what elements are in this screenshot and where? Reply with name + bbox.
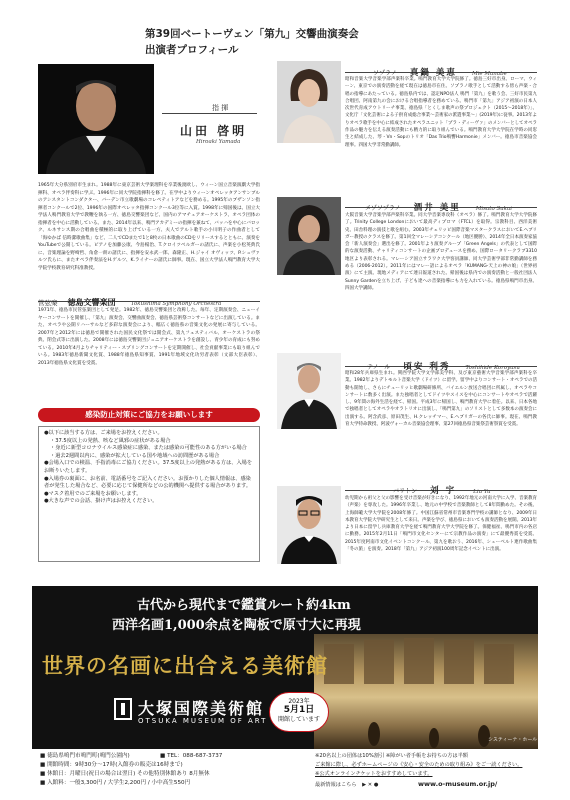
info-ticket: ※公式オンラインチケットをおすすめしています。	[315, 771, 433, 777]
orchestra-name: 徳島交響楽団	[67, 298, 116, 307]
museum-name-en: OTSUKA MUSEUM OF ART	[138, 717, 268, 725]
social-icons[interactable]: ▶ ✕ ●	[362, 782, 379, 788]
mezzo-bio: 大阪音楽大学音楽学部声楽科卒業。同大学音楽専攻科（オペラ）修了。鳴門教育大学大学院修了。Trinity College Londonにおいて最高ディプロマ（FTCL）を取得。宗教科目、西洋美術史、田舎料理の演技と歌を組む。2003年チェリッピ国際音楽マスタークラスにおいてE.ヘブリガー教授のクラスを修了。第1回全マレーシアコンクール（地区優勝）、2014年全日本演奏家協会「新人演奏会」選出を修了。2001年より演奏グループ「Green Angels」の代表として国際的な演奏活動、チャリティコンサートの企画プロデュースを務め、国際ロータリークラブ3310地区より表彰される。マレーシア国立サラワク大学客員講師、同大学芸術学部非常勤講師を務める（2006-2012）。2011年にはマレー語によるオペラ「KUMANG-天上の神の娘」（世界初演）にて主演。現地メディアにて連日報道された。帰国後は県内での演奏活動と一般社団法人Sunny Gardenを立ち上げ、子ども達への音楽指導にも力を入れている。徳島県鳴門市出身。四国大学講師。	[345, 213, 537, 291]
notice-box	[38, 426, 260, 562]
mezzo-name: 酒井 美里	[413, 203, 461, 213]
follow-label: 最新情報はこちら	[315, 782, 357, 788]
museum-logo	[114, 698, 132, 720]
orchestra-role: 管弦楽	[38, 299, 58, 307]
info-block	[40, 752, 310, 788]
header-subtitle: 第39回ベートーヴェン「第九」交響曲演奏会	[145, 28, 359, 40]
notice-item: ●会場入口での検温、手指消毒にご協力ください。37.5度以上の発熱がある方は、入場をお断りいたします。	[44, 460, 253, 474]
notice-item: ●以下に該当する方は、ご来場をお控えください。	[44, 430, 163, 436]
conductor-role: 指 揮	[212, 104, 229, 112]
orchestra-bio: 1971年、徳島市民管弦楽団として発足。1982年、徳島交響楽団と改称した。毎年、定期演奏会、ニューイヤーコンサートを開催し、「第九」演奏会、交響曲演奏会、徳島県芸術祭コンサートなどに出演している。また、オペラや公開リハーサルなど多彩な演奏会により、幅広く徳島県の音楽文化の発展に寄与している。2007年と2012年には徳島で開催された国民文化祭では開会式、第九フェスティバル、オーケストラの祭典、閉会式等に出演した。2008年には徳島交響楽団ジュニアオーケストラを創設し、青少年の育成にも努めている。2010年4月よりチャリティー・スプリングコンサートを定期開催し、社会貢献事業にも取り組んでいる。1983年徳島新聞文化賞、1988年徳島県知事賞、1991年地域文化功労者表彰（文部大臣表彰）、2013年徳島県文化賞を受賞。	[38, 308, 260, 366]
soprano-bio: 昭和音楽大学音楽学部声楽科卒業。鳴門教育大学大学院修了。徳島三好市出身。ローマ、ウィーン、東京での演奏活動を経て現在は徳島市在住。ソプラノ歌手として活動する傍ら声楽・合唱の指導にあたっている。徳島県内では、認定NPO法人 鳴門「第九」を歌う会、三好市民第九合唱団、阿南第九の会における合唱指導者を務めている。鳴門市「第九」アジア初演の日本人次世代育成アウトリーチ事業、徳島県「とくしま歌声の祭プロジェクト（2015～2018年）」、文化庁「文化芸術による子供育成総合事業～芸術家の派遣事業～」(2019年)に従事。2013年よりオペラ歌手を中心に結成されたオペラユニット「プラ・ディーヴァ」のメンバーとしてオペラ作品の魅力を伝える演奏活動にも精力的に取り組んでいる。鳴門教育大学大学院在学時の同窓生と結成した、琴・Vn・Sopのトリオ「Das Trio鳴響Harmonie」メンバー。徳島市音楽協会理事。四国大学非常勤講師。	[345, 77, 537, 148]
info-right	[315, 752, 537, 790]
notice-item: ・身近に新型コロナウイルス感染症に感染、または感染の可能性のある方がいる場合	[50, 445, 247, 452]
notice-item: ・37.5度以上の発熱、咳など風邪の症状がある場合	[50, 437, 171, 444]
open-year: 2023年	[288, 698, 310, 705]
soprano-role: ソプラノ	[373, 70, 397, 77]
info-safety: ご来館に際し、必ずホームページの《安心・安全のための取り組み》をご一読ください。	[315, 762, 523, 768]
mezzo-role: メゾソプラノ	[365, 205, 401, 212]
notice-item: ●マスク着用でのご来場をお願いします。	[44, 490, 142, 497]
info-fee: ■ 入館料：一般3,300円 / 大学生2,200円 / 小中高生550円	[40, 780, 191, 786]
soprano-name: 真鍋 美恵	[409, 68, 457, 78]
tenor-bio: 昭和28年兵庫県生まれ。関西学院大学文学部美学科、及び東京藝術大学音楽学部声楽科を卒業。1982年よりデトモルト音楽大学（ドイツ）に留学。留学中よりコンサート・オペラでの活動も開始し、さらにチューリッヒ歌劇場研修所、バイエルン放送合唱団に所属し、オペラやコンサートに数多く出演。また独唱者としてドイツやスイスを中心にコンサートやオペラで活躍し、9年間の海外生活を経て、帰国。平成3年に帰国し、鳴門教育大学に着任。以来、日本各地で独唱者としてオペラやオラトリオに出演し、「鳴門第九」のソリストとして多数本の演奏会に出演する。阿含武彦、原田茂生、H.クレッチマー、E.ヘブリガーの各氏に師事。現在、鳴門教育大学特命教授、阿波ヴォーカル音楽協会理事、第27回徳島県音楽祭芸術祭賞を受賞。	[345, 371, 537, 428]
baritone-bio: 幼児期から祖父と父の影響を受け音楽が好きになり、1992年地元の河南大学に入学、音楽教育（声楽）を専攻した。1996年卒業し、地元の中学校で音楽教師として8年間勤めた。その後、上海師範大学大学院を2008年修了。中国江蘇省常州市音楽専門学校の講師となり、2009年日本教育大学院大学研究生として来日。声楽を学び、徳島県においても演奏活動を展開。2013年より日本に留学し兵庫教育大学を経て鳴門教育大学大学院を修了。保健福祉、鳴門市内の各店に勤務。2015年2月11日「鳴門市文化センターにて宗教作品の演奏」にて最優秀賞を受賞。2015年度阿南市文化イベントコンクール、第九を歌おう、2016年、シューベルト連作歌曲集「冬の旅」を演奏。2018年「第九」アジア初演100周年記念イベントに出演。	[345, 496, 537, 553]
tenor-name-en: Toshihide Koroyasu	[465, 365, 520, 371]
fresco-caption: システィーナ・ホール	[488, 737, 538, 743]
museum-name-jp: 大塚国際美術館	[138, 699, 265, 718]
conductor-name: 山田 啓明	[180, 124, 248, 138]
baritone-photo	[277, 486, 341, 564]
museum-ad	[32, 586, 538, 749]
notice-banner: 感染防止対策にご協力をお願いします	[38, 408, 260, 422]
mezzo-heading	[345, 195, 537, 213]
tenor-photo	[277, 353, 341, 429]
open-date: 5月1日	[283, 705, 315, 715]
baritone-role: バリトン	[393, 488, 418, 495]
open-note: 開館しています	[277, 716, 320, 723]
ad-line1: 古代から現代まで鑑賞ルート約4km	[137, 598, 351, 613]
orchestra-name-en: Tokushima Symphony Orchestra	[130, 301, 222, 307]
conductor-bio: 1965年大分県別府市生まれ。1988年に東京芸術大学楽理科を卒業後渡欧し、ウィーン国立音楽演劇大学指揮科、オペラ伴奏科に学ぶ。1996年に同大学院指揮科を修了。在学中よりウィーンオペレッタアンサンブルのアシスタントコンダクター、バーデン市立歌劇場のコレペティトアなどを務める。1995年のブザンソン指揮者コンクールで2位、1996年の国際オペレッタ指揮コンクール3位等に入賞。1998年に帰国後は、国立大学法人鳴門教育大学で教鞭を執る一方、徳島交響楽団など、国内のアマチュアオーケストラ、オペラ団体の指揮者を中心に活動している。また、2014年以来、鳴門アカデミーの指揮を兼ねて、バッハを中心にバロック、ルネサンス期の合唱曲を積極的に取り上げている一方、夫人でアルト歌手の小川明子の作曲者として「海ゆかば 信時潔歌曲集」など、二人でCDまたで1と8枚の日本歌曲のCDをリリースするとともに、演奏をYouTubeで公開している。ピアノを加藤公康、今島楊治、T.クロイツベルガーの諸氏に、声楽を小松英典氏に、音楽理論を野崎哲、角倉一朗の諸氏に、指揮を安永武一郎、森隆正、H.ジャイ オヴィッツ、P.シュヴァルツ氏らに、またオペラ伴奏法をH.ゲルツ、K.ライナーの諸氏に師事。現在、国立大学法人鳴門教育大学大学院学校教育研究科准教授。	[38, 183, 260, 272]
soprano-photo	[277, 61, 341, 143]
conductor-name-en: Hiroaki Yamada	[196, 139, 241, 145]
ad-fresco	[314, 634, 538, 749]
mezzo-name-en: Misato Sakai	[475, 206, 512, 212]
info-tel: ■ TEL：088-687-3737	[160, 753, 223, 759]
header-title: 出演者プロフィール	[145, 44, 239, 56]
ad-line2: 西洋名画1,000余点を陶板で原寸大に再現	[112, 618, 361, 633]
baritone-name: 刘 宇	[430, 486, 457, 496]
ad-headline: 世界の名画に出合える美術館	[42, 653, 328, 678]
orchestra-heading	[38, 290, 260, 307]
notice-item: ●大きな声での会話、掛け声はお控えください。	[44, 498, 158, 505]
baritone-heading	[345, 478, 537, 496]
info-address: ■ 徳島県鳴門市鳴門町(鳴門公園内)	[40, 753, 130, 759]
tenor-role: テノール	[367, 364, 391, 371]
notice-item: ●入場券の裏面に、お名前、電話番号をご記入ください。お預かりした個人情報は、感染者が発生した場合など、必要に応じて保健所などの公的機関へ提供する場合があります。	[44, 475, 252, 490]
tenor-name: 頃安 利秀	[403, 362, 451, 372]
website-url[interactable]: www.o-museum.or.jp/	[418, 780, 498, 788]
notice-item: ・過去2週間以内に、感染が拡大している国や地域への訪問歴がある場合	[50, 452, 220, 459]
conductor-photo	[38, 64, 154, 174]
info-hours: ■ 開館時間：9時30分～17時(入館券の販売は16時まで)	[40, 762, 183, 768]
tenor-heading	[345, 354, 537, 372]
baritone-name-en: Liu Yu	[473, 489, 491, 495]
info-discount: ※20名以上の団体は10%割引 ※障がい者手帳をお持ちの方は半額	[315, 753, 468, 759]
soprano-heading	[345, 60, 537, 78]
info-closed: ■ 休館日：月曜日(祝日の場合は翌日) その他特別休館あり 8月無休	[40, 771, 210, 777]
open-badge	[269, 692, 329, 732]
soprano-name-en: Mie Manabe	[471, 71, 507, 77]
